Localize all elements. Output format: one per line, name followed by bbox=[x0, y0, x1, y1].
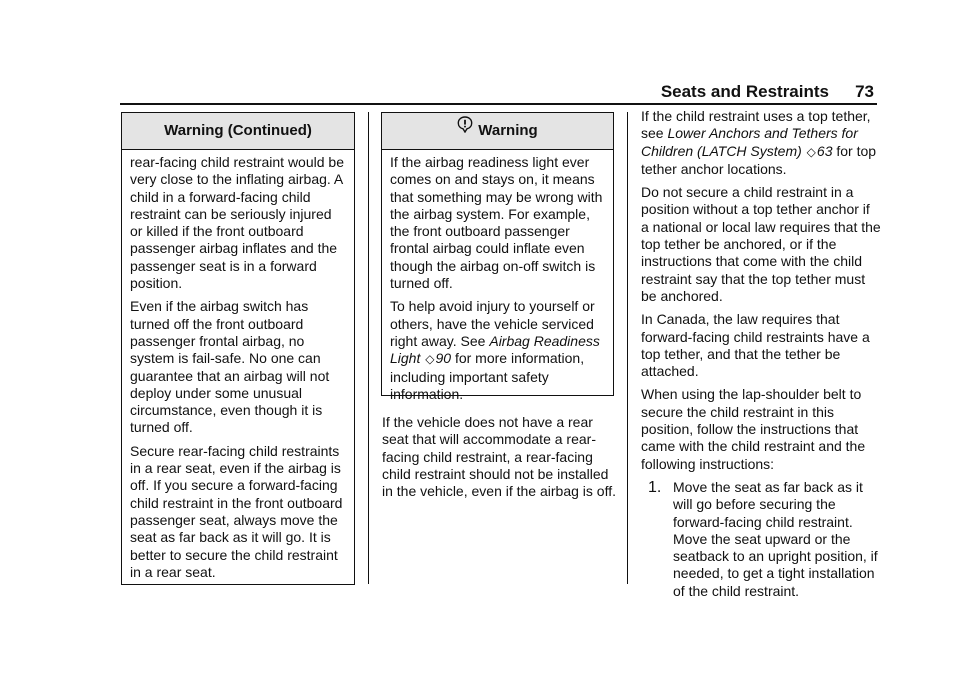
warning-continued-body bbox=[122, 150, 354, 581]
airbag-warning-paragraph: If the airbag readiness light ever comes on and stays on, it means that something may be wrong with the airbag system. For example, the front outboard passenger frontal airbag could inflate even though the airbag on-off switch is turned off. bbox=[390, 154, 603, 292]
warning-icon bbox=[457, 111, 473, 147]
no-rear-seat-paragraph: If the vehicle does not have a rear seat that will accommodate a rear-facing child restraint, a rear-facing child restraint should not be installed in the vehicle, even if the airbag is off. bbox=[382, 414, 616, 500]
header-rule bbox=[120, 103, 877, 105]
list-item-text: Move the seat as far back as it will go before securing the forward-facing child restraint. Move the seat upward or the seatback to an upright position, if needed, to get a tight installation of the child restraint. bbox=[673, 478, 878, 599]
warning-continued-box bbox=[121, 112, 355, 585]
column-3 bbox=[641, 108, 881, 606]
airbag-readiness-light-link[interactable]: Airbag Readiness Light bbox=[390, 332, 600, 367]
tether-law-paragraph: Do not secure a child restraint in a position without a top tether anchor if a national or local law requires that the top tether be anchored, or if the instructions that come with the child restraint say that the top tether must be anchored. bbox=[641, 184, 881, 304]
airbag-readiness-page-ref[interactable]: 90 bbox=[435, 350, 452, 367]
airbag-warning-header bbox=[382, 113, 613, 150]
lap-shoulder-belt-paragraph: When using the lap-shoulder belt to secure the child restraint in this position, follow the instructions that came with the child restraint and the following instructions: bbox=[641, 386, 866, 472]
page-reference-icon: ◇ bbox=[425, 352, 435, 367]
warning-continued-paragraph: Secure rear-facing child restraints in a rear seat, even if the airbag is off. If you secure a forward-facing child restraint in the front outboard passenger seat, always move the seat as far back as it will go. It is better to secure the child restraint in a rear seat. bbox=[130, 442, 343, 580]
warning-continued-title: Warning (Continued) bbox=[122, 113, 354, 150]
column-divider-left bbox=[368, 112, 369, 584]
column-divider-right bbox=[627, 112, 628, 584]
warning-continued-paragraph: rear-facing child restraint would be very close to the inflating airbag. A child in a forward-facing child restraint can be seriously injured or killed if the front outboard passenger airbag inflates and the passenger seat is in a forward position. bbox=[130, 154, 344, 292]
warning-continued-paragraph: Even if the airbag switch has turned off the front outboard passenger frontal airbag, no system is fail-safe. No one can guarantee that an airbag will not deploy under some unusual circumstance, even though it is turned off. bbox=[130, 298, 330, 436]
canada-law-paragraph: In Canada, the law requires that forward-facing child restraints have a top tether, and that the tether be attached. bbox=[641, 311, 870, 380]
page-number: 73 bbox=[855, 82, 874, 101]
page-header bbox=[120, 82, 877, 102]
instruction-list-item bbox=[641, 479, 881, 600]
airbag-warning-body bbox=[382, 150, 613, 403]
airbag-warning-title: Warning bbox=[478, 122, 538, 139]
airbag-warning-paragraph: To help avoid injury to yourself or others, have the vehicle serviced right away. See Airbag Readiness Light ◇90 for more information, including important safety information. bbox=[390, 298, 600, 402]
list-item-number: 1. bbox=[648, 478, 662, 496]
page-reference-icon: ◇ bbox=[806, 144, 816, 159]
latch-system-link[interactable]: Lower Anchors and Tethers for Children (LATCH System) bbox=[641, 125, 858, 159]
section-title: Seats and Restraints bbox=[660, 82, 829, 101]
latch-page-ref[interactable]: 63 bbox=[816, 142, 833, 159]
top-tether-paragraph: If the child restraint uses a top tether, see Lower Anchors and Tethers for Children (LATCH System) ◇63 for top tether anchor locations. bbox=[641, 108, 877, 177]
airbag-warning-box bbox=[381, 112, 614, 402]
